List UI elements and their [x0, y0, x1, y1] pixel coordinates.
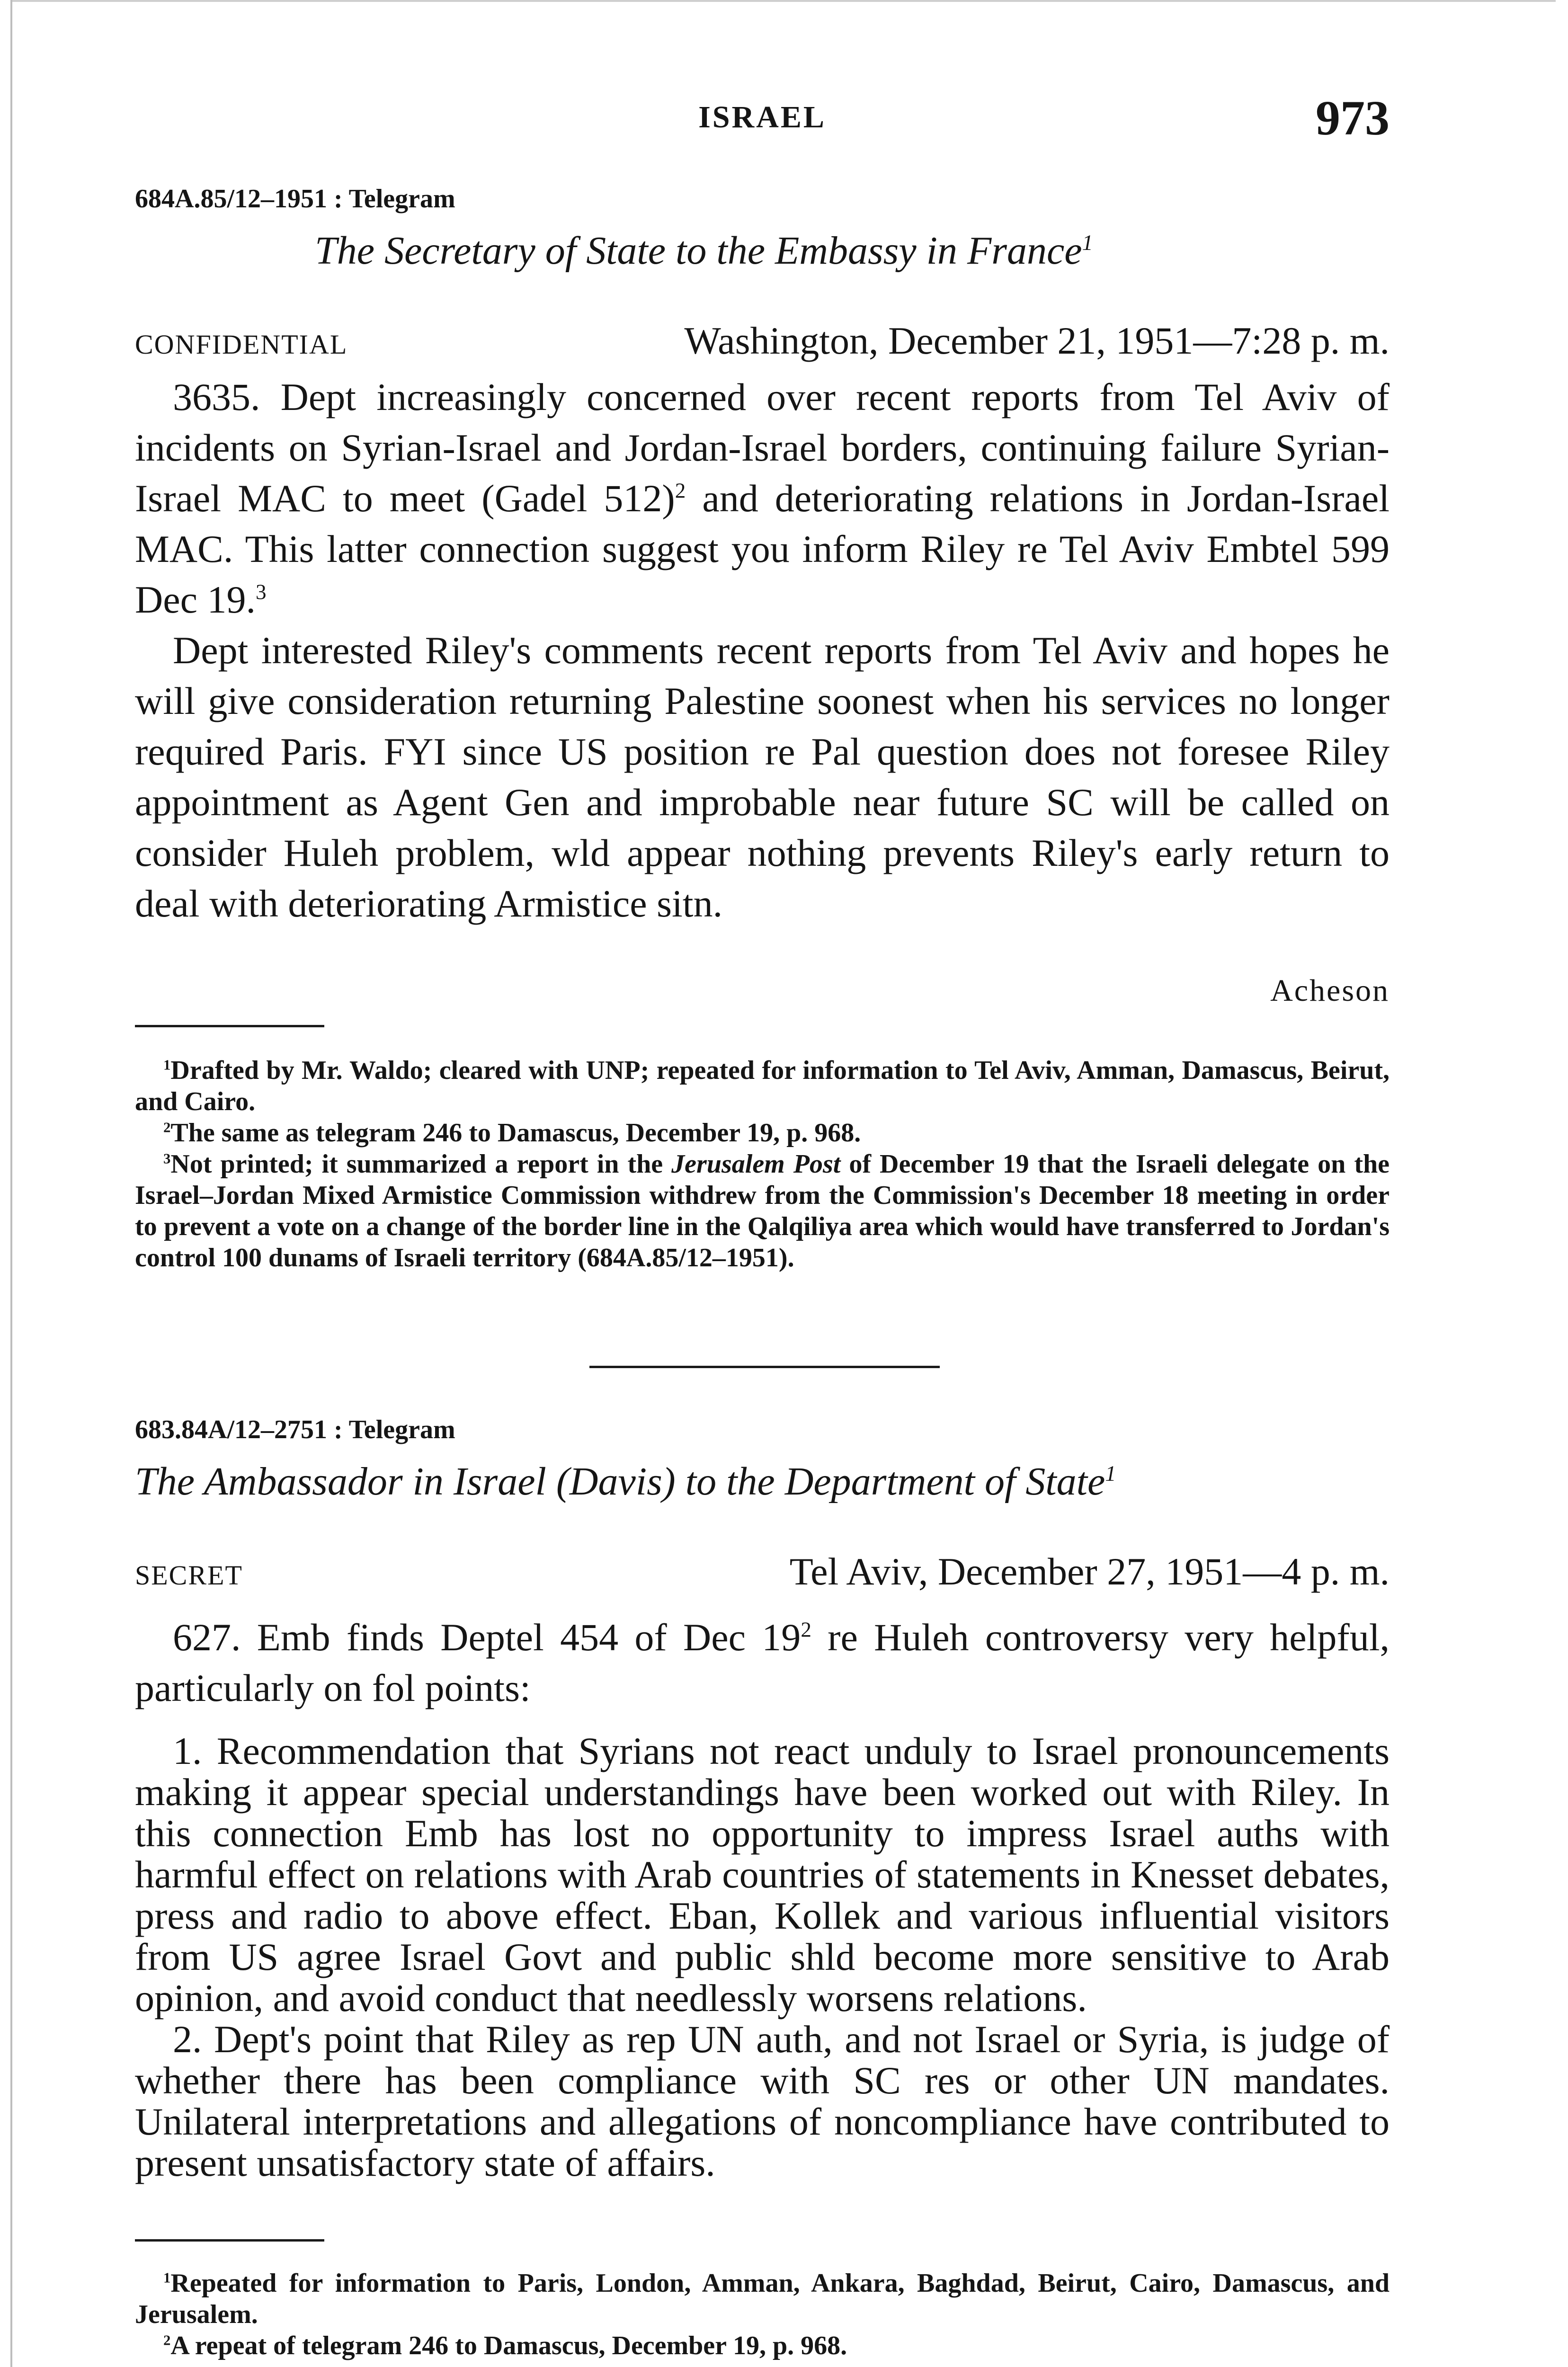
document-separator-rule — [589, 1366, 940, 1368]
doc1-classification: CONFIDENTIAL — [135, 329, 348, 360]
doc1-footnotes — [135, 1025, 1390, 1273]
doc1-classification-line — [135, 317, 1390, 368]
doc2-points — [135, 1730, 1390, 2183]
page-left-edge — [10, 0, 12, 2367]
doc2-body — [135, 1612, 1390, 1713]
doc2-footnotes — [135, 2239, 1390, 2361]
doc1-signature-block — [135, 973, 1390, 1009]
doc2-title-note: 1 — [1105, 1461, 1116, 1486]
doc2-paragraph-1: 627. Emb finds Deptel 454 of Dec $19^2$ re Huleh controversy very helpful, particularly on fol points: — [135, 1616, 1390, 1709]
running-head: ISRAEL — [698, 100, 826, 134]
page-number: 973 — [1316, 91, 1390, 145]
doc1-paragraph-2: Dept interested Riley's comments recent reports from Tel Aviv and hopes he will give consideration returning Palestine soonest when his services no longer required Paris. FYI since US position re Pal question does not foresee Riley appointment as Agent Gen and improbable near future SC will be called on consider Huleh problem, wld appear nothing prevents Riley's early return to deal with deteriorating Armistice sitn. — [135, 629, 1390, 925]
doc1-footnote-3: $^3$Not printed; it summarized a report in the Jerusalem Post of December 19 that the Israeli delegate on the Israel–Jordan Mixed Armistice Commission withdrew from the Commission's December 18 meeting in order to prevent a vote on a change of the border line in the Qalqiliya area which would have transferred to Jordan's control 100 dunams of Israeli territory (684A.85/12–1951). — [135, 1149, 1390, 1272]
doc2-point-1: 1. Recommendation that Syrians not react unduly to Israel pronouncements making it appear special understandings have been worked out with Riley. In this connection Emb has lost no opportunity to impress Israel auths with harmful effect on relations with Arab countries of statements in Knesset debates, press and radio to above effect. Eban, Kollek and various influential visitors from US agree Israel Govt and public shld become more sensitive to Arab opinion, and avoid conduct that needlessly worsens relations. — [135, 1729, 1390, 2020]
doc2-dateline: Tel Aviv, December 27, 1951—4 p. m. — [789, 1550, 1390, 1593]
doc2-classification: SECRET — [135, 1560, 243, 1591]
doc2-point-2: 2. Dept's point that Riley as rep UN auth, and not Israel or Syria, is judge of whether there has been compliance with SC res or other UN mandates. Unilateral interpretations and allegations of noncompliance have contributed to present unsatisfactory state of affairs. — [135, 2018, 1390, 2184]
doc1-footnote-2: $^2$The same as telegram 246 to Damascus, December 19, p. 968. — [163, 1118, 861, 1148]
doc2-footnote-2: $^2$A repeat of telegram 246 to Damascus, December 19, p. 968. — [163, 2331, 847, 2360]
doc1-dateline: Washington, December 21, 1951—7:28 p. m. — [684, 319, 1390, 362]
doc2-title: The Ambassador in Israel (Davis) to the Department of State$^1$ — [135, 1459, 1116, 1504]
doc2-title-block — [135, 1458, 1390, 1505]
doc2-classification-line — [135, 1548, 1390, 1599]
doc1-title-block — [135, 227, 1390, 275]
doc1-body — [135, 372, 1390, 929]
doc1-title-note: 1 — [1082, 231, 1093, 255]
doc1-footnote-1: $^1$Drafted by Mr. Waldo; cleared with UNP; repeated for information to Tel Aviv, Amman, Damascus, Beirut, and Cairo. — [135, 1056, 1390, 1116]
top-edge-rule — [12, 0, 1556, 2]
doc1-paragraph-1: 3635. Dept increasingly concerned over recent reports from Tel Aviv of incidents on Syrian-Israel and Jordan-Israel borders, continuing failure Syrian-Israel MAC to meet (Gadel 512)$^2$ and deteriorating relations in Jordan-Israel MAC. This latter connection suggest you inform Riley re Tel Aviv Embtel 599 Dec 19.$^3$ — [135, 375, 1390, 621]
doc1-signature: Acheson — [1270, 973, 1390, 1008]
page-header — [135, 90, 1390, 161]
doc2-footnote-1: $^1$Repeated for information to Paris, London, Amman, Ankara, Baghdad, Beirut, Cairo, Damascus, and Jerusalem. — [135, 2269, 1390, 2329]
doc1-title: The Secretary of State to the Embassy in France$^1$ — [315, 229, 1093, 273]
doc1-file-ref: 684A.85/12–1951 : Telegram — [135, 184, 455, 214]
doc2-file-ref: 683.84A/12–2751 : Telegram — [135, 1415, 455, 1444]
